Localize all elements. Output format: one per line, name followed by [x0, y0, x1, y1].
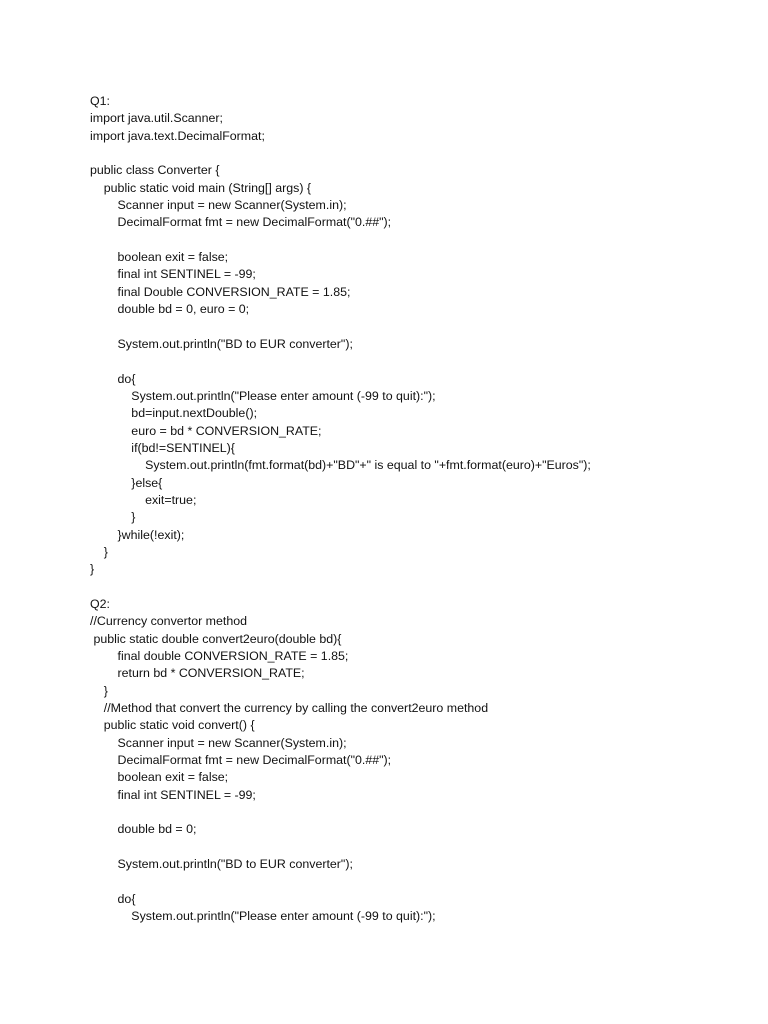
code-line: double bd = 0, euro = 0;	[90, 302, 250, 317]
code-line	[90, 873, 750, 890]
code-line: final int SENTINEL = -99;	[90, 267, 256, 282]
code-line: }	[90, 562, 95, 577]
code-line: euro = bd * CONVERSION_RATE;	[90, 423, 322, 438]
code-line: System.out.println("BD to EUR converter");	[90, 336, 353, 351]
code-line: public static void main (String[] args) {	[90, 180, 312, 195]
code-line: Q2:	[90, 596, 110, 611]
code-line	[90, 318, 750, 335]
code-line	[90, 145, 750, 162]
code-line: DecimalFormat fmt = new DecimalFormat("0.##");	[90, 753, 392, 768]
code-line: final Double CONVERSION_RATE = 1.85;	[90, 284, 351, 299]
code-line: public class Converter {	[90, 163, 220, 178]
code-line: boolean exit = false;	[90, 770, 229, 785]
code-line	[90, 353, 750, 370]
code-line: Scanner input = new Scanner(System.in);	[90, 198, 347, 213]
code-line: DecimalFormat fmt = new DecimalFormat("0.##");	[90, 215, 392, 230]
code-line: }	[90, 683, 108, 698]
code-line: import java.util.Scanner;	[90, 111, 223, 126]
code-line: }while(!exit);	[90, 527, 185, 542]
code-line: boolean exit = false;	[90, 250, 229, 265]
code-line: Scanner input = new Scanner(System.in);	[90, 735, 347, 750]
code-line: }	[90, 510, 136, 525]
code-line: do{	[90, 371, 136, 386]
code-line: return bd * CONVERSION_RATE;	[90, 666, 305, 681]
code-line	[90, 579, 750, 596]
code-line: public static double convert2euro(double bd){	[90, 631, 342, 646]
code-line: System.out.println("BD to EUR converter");	[90, 857, 353, 872]
code-line: bd=input.nextDouble();	[90, 406, 258, 421]
code-line: }	[90, 544, 108, 559]
code-line: }else{	[90, 475, 163, 490]
code-line	[90, 839, 750, 856]
code-line: exit=true;	[90, 492, 197, 507]
code-line: Q1:	[90, 94, 110, 108]
code-line: final double CONVERSION_RATE = 1.85;	[90, 649, 349, 663]
code-line: do{	[90, 891, 136, 906]
code-line: if(bd!=SENTINEL){	[90, 440, 235, 455]
code-line: System.out.println(fmt.format(bd)+"BD"+" is equal to "+fmt.format(euro)+"Euros");	[90, 458, 591, 473]
code-line: import java.text.DecimalFormat;	[90, 128, 265, 143]
code-line	[90, 804, 750, 821]
code-line: //Method that convert the currency by calling the convert2euro method	[90, 701, 489, 716]
code-line: final int SENTINEL = -99;	[90, 787, 256, 802]
code-line	[90, 232, 750, 249]
code-line: public static void convert() {	[90, 718, 255, 733]
code-line: double bd = 0;	[90, 822, 197, 837]
code-line: System.out.println("Please enter amount (-99 to quit):");	[90, 388, 436, 403]
code-listing	[90, 93, 750, 926]
code-line: System.out.println("Please enter amount (-99 to quit):");	[90, 909, 436, 924]
code-line: //Currency convertor method	[90, 614, 248, 629]
